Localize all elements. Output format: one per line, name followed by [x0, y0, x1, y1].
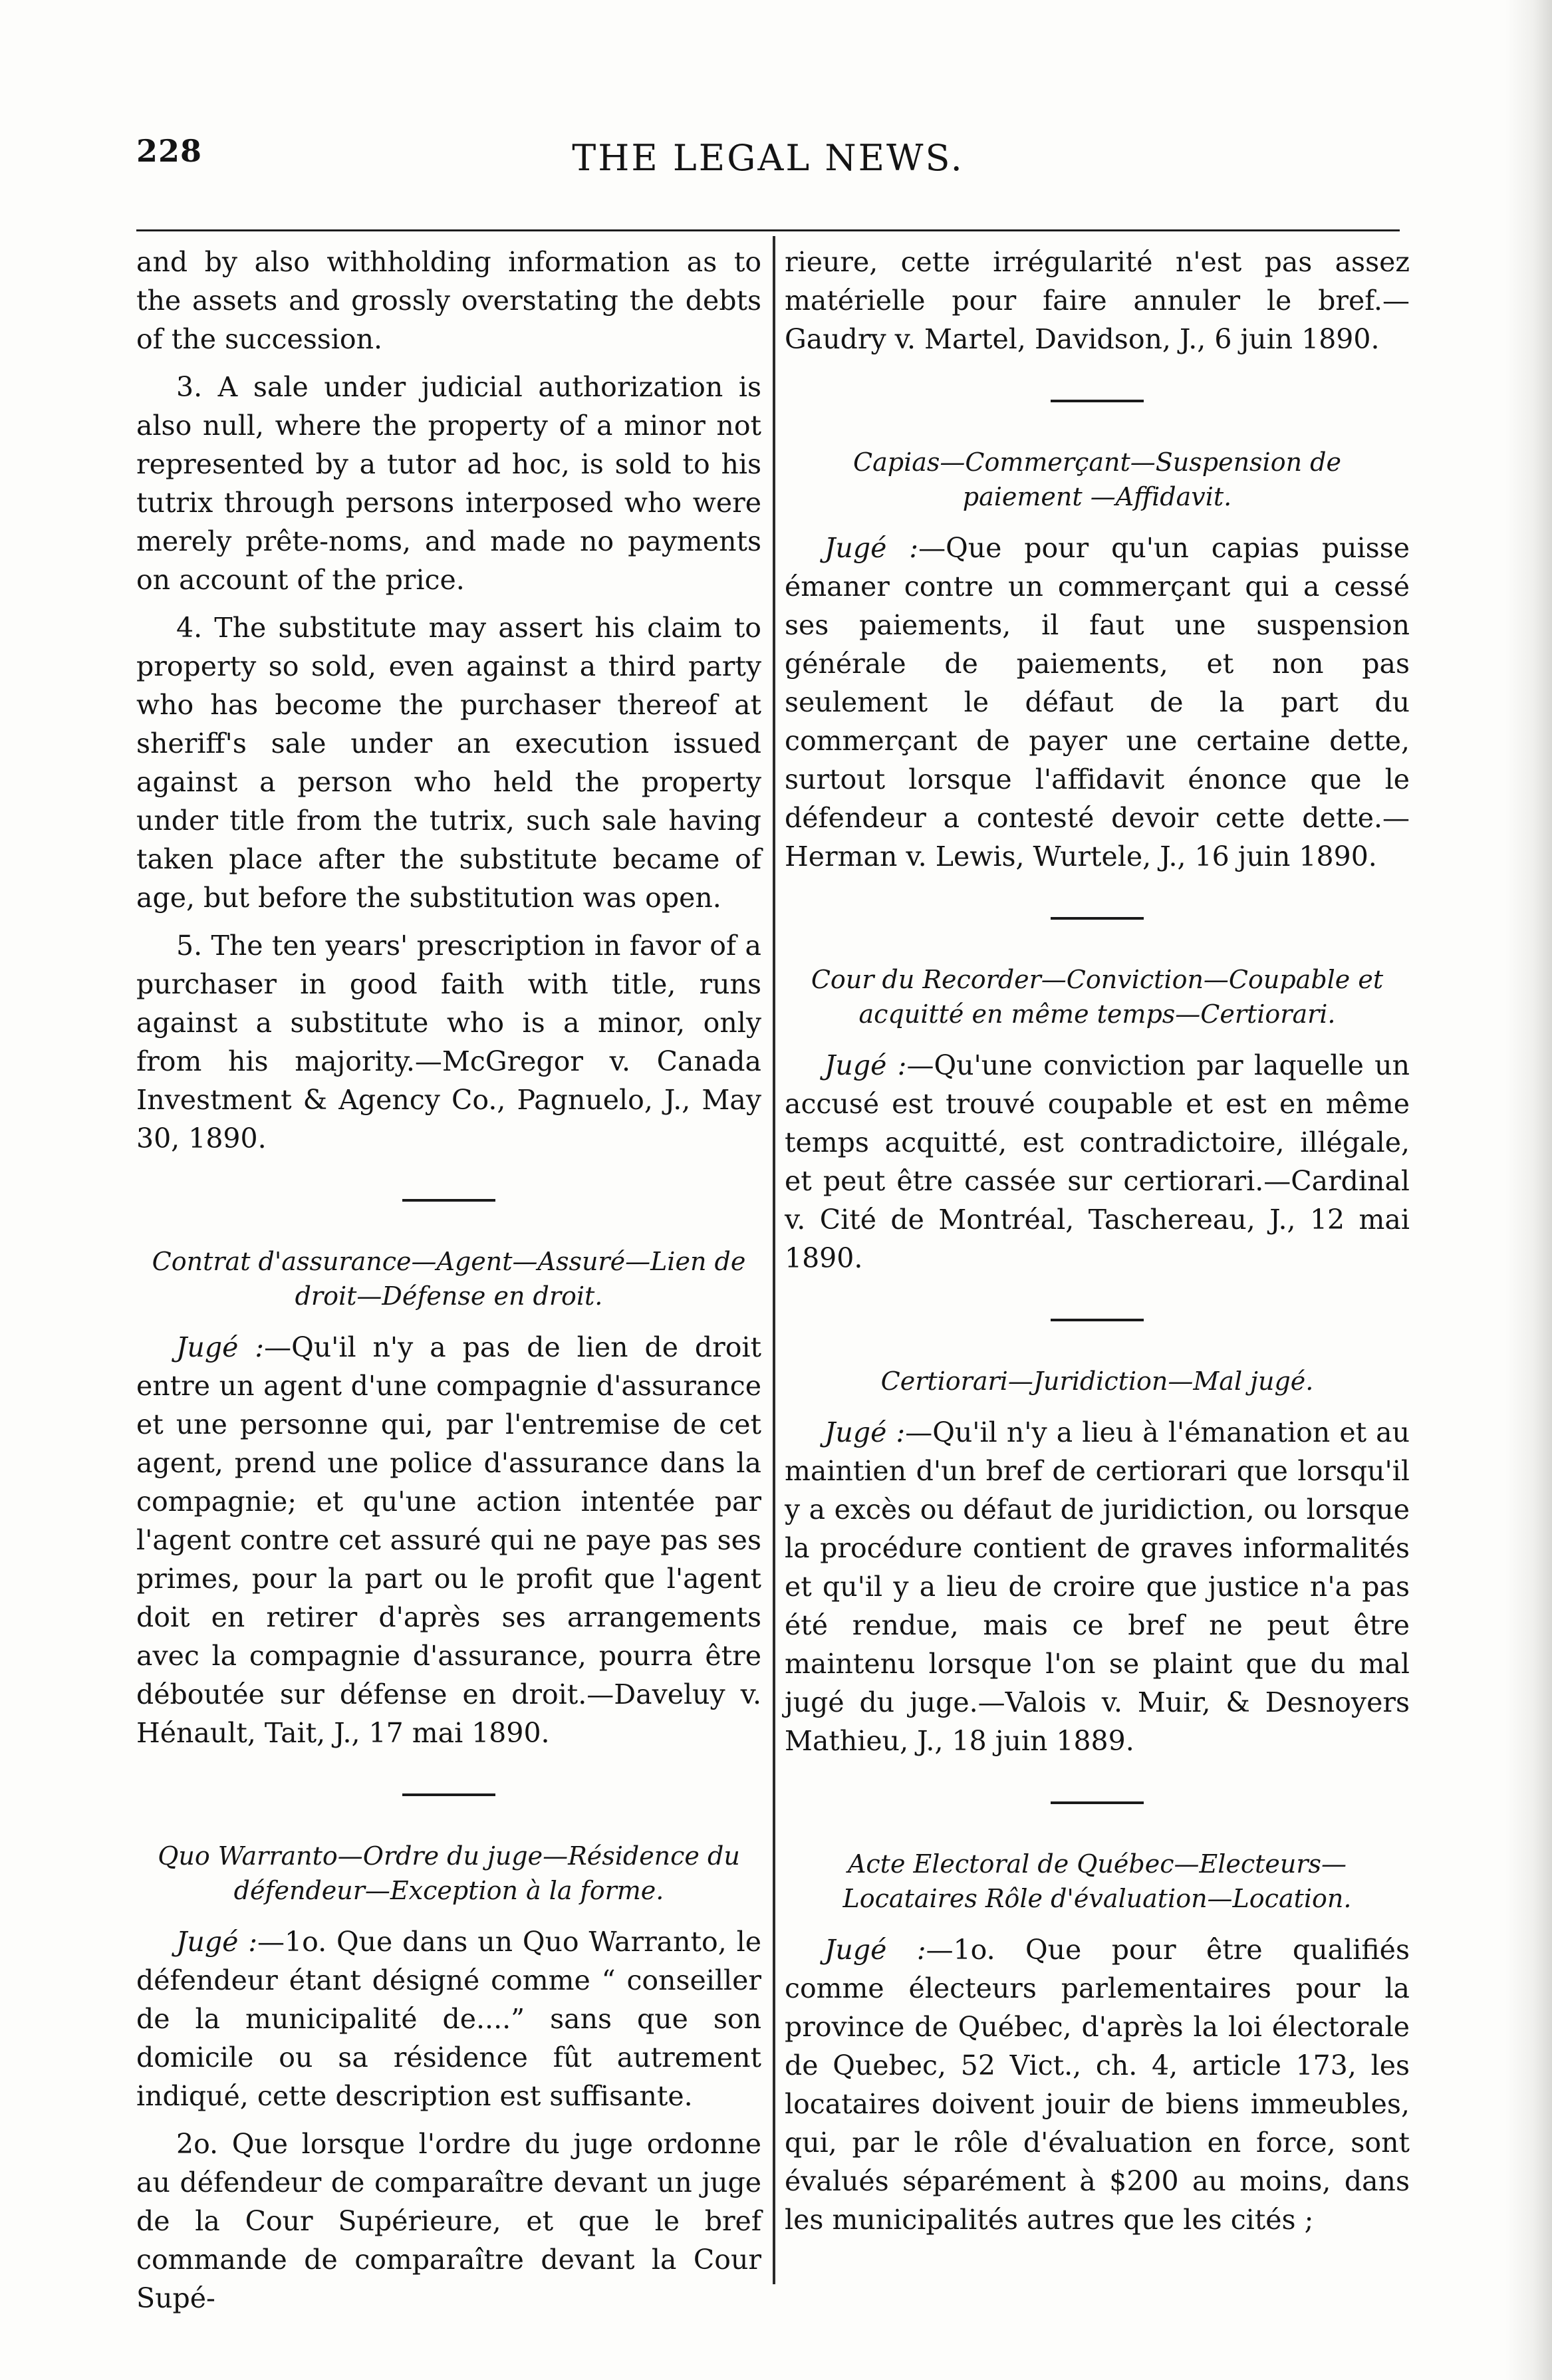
case-body-quo-warranto	[136, 1922, 761, 2115]
section-divider-rule	[1051, 1801, 1144, 1804]
section-divider-rule	[402, 1199, 495, 1202]
left-column	[136, 243, 761, 2317]
right-column	[785, 243, 1410, 2239]
case-heading-recorder: Cour du Recorder—Conviction—Coupable et acquitté en même temps—Certiorari.	[811, 965, 1384, 1029]
case-text: —Qu'il n'y a pas de lien de droit entre un agent d'une compagnie d'assurance et une personne qui, par l'entremise de cet agent, prend une police d'assurance dans la compagnie; et qu'une action intentée par l'agent contre cet assuré qui ne paye pas ses primes, pour la part ou le profit que l'agent doit en retirer d'après ses arrangements avec la compagnie d'assurance, pourra être déboutée sur défense en droit.—Daveluy v. Hénault, Tait, J., 17 mai 1890.	[136, 1331, 761, 1749]
case-heading-certiorari: Certiorari—Juridiction—Mal jugé.	[880, 1367, 1314, 1396]
case-body-certiorari	[785, 1413, 1410, 1760]
case-heading-quo-warranto: Quo Warranto—Ordre du juge—Résidence du défendeur—Exception à la forme.	[158, 1841, 740, 1905]
juge-label: Jugé :	[825, 1934, 926, 1966]
journal-title: THE LEGAL NEWS.	[572, 137, 964, 179]
paragraph-item-3: 3. A sale under judicial authorization is also null, where the property of a minor not represented by a tutor ad hoc, is sold to his tutrix through persons interposed who were merely prête-noms, and made no payments on account of the price.	[136, 371, 761, 596]
case-text: —1o. Que pour être qualifiés comme électeurs parlementaires pour la province de Québec, d'après la loi électorale de Quebec, 52 Vict., ch. 4, article 173, les locataires doivent jouir de biens immeubles, qui, par le rôle d'évaluation en force, sont évalués séparément à $200 au moins, dans les municipalités autres que les cités ;	[785, 1934, 1410, 2236]
juge-label: Jugé :	[825, 1416, 906, 1448]
juge-label: Jugé :	[825, 532, 919, 564]
juge-label: Jugé :	[176, 1331, 265, 1363]
section-divider-rule	[402, 1793, 495, 1796]
paragraph-continuation: and by also withholding information as to the assets and grossly overstating the debts of the succession.	[136, 246, 761, 355]
case-text: —Que pour qu'un capias puisse émaner contre un commerçant qui a cessé ses paiements, il faut une suspension générale de paiements, et non pas seulement le défaut de la part du commerçant de payer une certaine dette, surtout lorsque l'affidavit énonce que le défendeur a contesté devoir cette dette.—Herman v. Lewis, Wurtele, J., 16 juin 1890.	[785, 532, 1410, 872]
header-rule	[136, 229, 1400, 231]
paragraph-item-4: 4. The substitute may assert his claim to property so sold, even against a third party who has become the purchaser thereof at sheriff's sale under an execution issued against a person who held the property under title from the tutrix, such sale having taken place after the substitute became of age, but before the substitution was open.	[136, 612, 761, 914]
page-edge-shadow	[1505, 0, 1552, 2380]
case-body-recorder	[785, 1046, 1410, 1277]
case-body-contrat	[136, 1328, 761, 1752]
case-text: —Qu'une conviction par laquelle un accusé est trouvé coupable et est en même temps acquitté, est contradictoire, illégale, et peut être cassée sur certiorari.—Cardinal v. Cité de Montréal, Taschereau, J., 12 mai 1890.	[785, 1049, 1410, 1274]
paragraph-continuation: rieure, cette irrégularité n'est pas assez matérielle pour faire annuler le bref.—Gaudry v. Martel, Davidson, J., 6 juin 1890.	[785, 246, 1410, 355]
section-divider-rule	[1051, 917, 1144, 920]
running-header	[136, 133, 1400, 180]
case-body-acte-electoral	[785, 1930, 1410, 2239]
juge-label: Jugé :	[176, 1926, 258, 1958]
case-heading-contrat: Contrat d'assurance—Agent—Assuré—Lien de droit—Défense en droit.	[152, 1247, 746, 1311]
case-text: —Qu'il n'y a lieu à l'émanation et au maintien d'un bref de certiorari que lorsqu'il y a excès ou défaut de juridiction, ou lorsque la procédure contient de graves informalités et qu'il y a lieu de croire que justice n'a pas été rendue, mais ce bref ne peut être maintenu lorsque l'on se plaint que du mal jugé du juge.—Valois v. Muir, & Desnoyers Mathieu, J., 18 juin 1889.	[785, 1416, 1410, 1757]
juge-label: Jugé :	[825, 1049, 907, 1081]
section-divider-rule	[1051, 1319, 1144, 1321]
column-divider	[773, 236, 775, 2284]
case-body-quo-warranto-2: 2o. Que lorsque l'ordre du juge ordonne au défendeur de comparaître devant un juge de la Cour Supérieure, et que le bref commande de comparaître devant la Cour Supé-	[136, 2128, 761, 2314]
case-heading-acte-electoral: Acte Electoral de Québec—Electeurs—Locataires Rôle d'évaluation—Location.	[842, 1849, 1352, 1913]
paragraph-item-5: 5. The ten years' prescription in favor of a purchaser in good faith with title, runs against a substitute who is a minor, only from his majority.—McGregor v. Canada Investment & Agency Co., Pagnuelo, J., May 30, 1890.	[136, 930, 761, 1154]
case-body-capias	[785, 529, 1410, 876]
section-divider-rule	[1051, 400, 1144, 402]
case-heading-capias: Capias—Commerçant—Suspension de paiement —Affidavit.	[853, 448, 1341, 511]
page-number: 228	[136, 133, 203, 169]
case-text: —1o. Que dans un Quo Warranto, le défendeur étant désigné comme “ conseiller de la municipalité de....” sans que son domicile ou sa résidence fût autrement indiqué, cette description est suffisante.	[136, 1926, 761, 2112]
